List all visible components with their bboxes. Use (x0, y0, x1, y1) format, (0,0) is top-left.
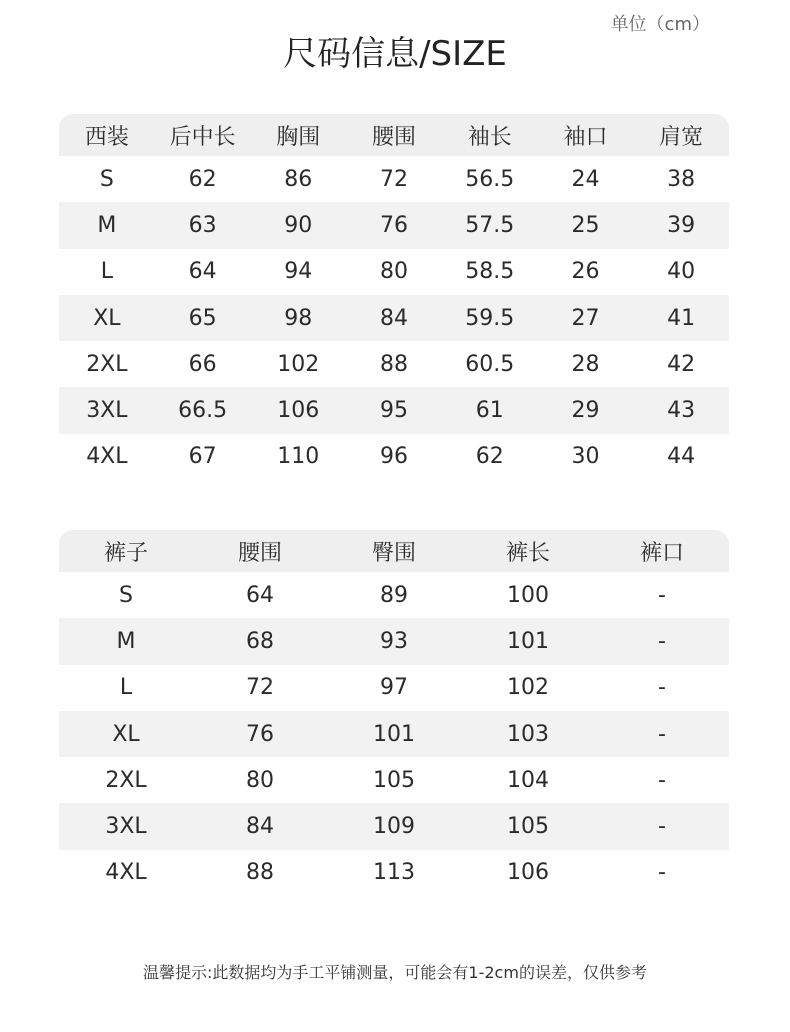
pants-table-cell: L (119, 675, 133, 701)
footer-note: 温馨提示:此数据均为手工平铺测量，可能会有1-2cm的误差，仅供参考 (143, 963, 647, 982)
pants-table-cell: - (658, 582, 666, 608)
suit-table-cell: 88 (380, 351, 409, 377)
pants-table-cell: 101 (373, 721, 415, 747)
suit-table-cell: 2XL (86, 351, 128, 377)
page-title: 尺码信息/SIZE (283, 34, 507, 74)
pants-table-cell: 97 (380, 675, 408, 701)
pants-table-row (59, 757, 729, 803)
pants-table-cell: 109 (373, 814, 415, 840)
suit-table-cell: 64 (188, 259, 217, 285)
pants-table-cell: 113 (373, 860, 415, 886)
suit-table-cell: 95 (380, 398, 409, 424)
suit-table-cell: 57.5 (465, 212, 515, 238)
suit-table-cell: 39 (667, 212, 696, 238)
pants-table-cell: 2XL (105, 767, 147, 793)
pants-table-cell: 104 (507, 767, 549, 793)
pants-table-cell: 84 (246, 814, 274, 840)
pants-table-cell: 64 (246, 582, 274, 608)
suit-table-cell: 24 (571, 166, 600, 192)
pants-table-row (59, 803, 729, 849)
suit-table-row (59, 156, 729, 202)
pants-table-row (59, 572, 729, 618)
pants-table-cell: 103 (507, 721, 549, 747)
pants-table-cell: 88 (246, 860, 274, 886)
pants-table-row (59, 850, 729, 896)
suit-table-cell: 98 (284, 305, 313, 331)
suit-table-cell: 30 (571, 444, 600, 470)
pants-table-cell: 68 (246, 628, 274, 654)
suit-table-cell: 26 (571, 259, 600, 285)
suit-table-cell: 80 (380, 259, 409, 285)
pants-table-cell: - (658, 721, 666, 747)
suit-table-cell: 72 (380, 166, 409, 192)
suit-size-table (59, 114, 729, 480)
suit-table-cell: 42 (667, 351, 696, 377)
suit-table-cell: L (100, 259, 113, 285)
pants-table-cell: 3XL (105, 814, 147, 840)
suit-table-cell: 67 (188, 444, 217, 470)
pants-table-cell: 105 (373, 767, 415, 793)
suit-header-cell: 西装 (84, 124, 129, 150)
suit-table-cell: 102 (277, 351, 320, 377)
pants-table-cell: S (119, 582, 133, 608)
pants-table-cell: 100 (507, 582, 549, 608)
suit-table-cell: S (99, 166, 114, 192)
pants-table-cell: 4XL (105, 860, 147, 886)
suit-table-cell: 44 (667, 444, 696, 470)
pants-header-cell: 臀围 (371, 540, 416, 566)
suit-table-cell: 56.5 (465, 166, 515, 192)
suit-table-cell: 66.5 (178, 398, 228, 424)
suit-table-cell: 60.5 (465, 351, 515, 377)
suit-table-cell: 84 (380, 305, 409, 331)
pants-table-cell: 89 (380, 582, 408, 608)
pants-table-cell: 93 (380, 628, 408, 654)
suit-table-cell: 28 (571, 351, 600, 377)
suit-table-cell: 40 (667, 259, 696, 285)
suit-header-cell: 胸围 (276, 124, 321, 150)
suit-table-cell: 25 (571, 212, 600, 238)
suit-header-cell: 袖口 (563, 124, 608, 150)
suit-header-cell: 肩宽 (659, 124, 704, 150)
suit-table-cell: 59.5 (465, 305, 515, 331)
pants-table-cell: 72 (246, 675, 274, 701)
pants-table-cell: 80 (246, 767, 274, 793)
suit-table-cell: 61 (475, 398, 504, 424)
pants-header-cell: 腰围 (237, 540, 282, 566)
suit-table-row (59, 341, 729, 387)
suit-table-cell: M (97, 212, 117, 238)
suit-table-cell: 63 (188, 212, 217, 238)
suit-table-cell: 58.5 (465, 259, 515, 285)
suit-table-cell: 65 (188, 305, 217, 331)
suit-table-cell: 76 (380, 212, 409, 238)
suit-table-cell: 96 (380, 444, 409, 470)
pants-table-row (59, 711, 729, 757)
pants-table-cell: - (658, 767, 666, 793)
suit-header-cell: 后中长 (169, 124, 236, 150)
suit-table-cell: 66 (188, 351, 217, 377)
suit-table-cell: 94 (284, 259, 313, 285)
pants-header-row (59, 530, 729, 572)
suit-table-cell: 38 (667, 166, 696, 192)
suit-table-cell: 90 (284, 212, 313, 238)
pants-table-cell: XL (112, 721, 140, 747)
suit-table-cell: 62 (475, 444, 504, 470)
unit-label: 单位（cm） (610, 14, 710, 35)
suit-table-row (59, 295, 729, 341)
suit-table-row (59, 434, 729, 480)
pants-table-cell: 105 (507, 814, 549, 840)
suit-table-row (59, 202, 729, 248)
suit-header-cell: 腰围 (372, 124, 417, 150)
suit-table-row (59, 387, 729, 433)
pants-header-cell: 裤长 (505, 540, 550, 566)
suit-table-cell: 41 (667, 305, 696, 331)
pants-size-table (59, 530, 729, 896)
suit-table-cell: 62 (188, 166, 217, 192)
suit-table-cell: 29 (571, 398, 600, 424)
pants-table-cell: 102 (507, 675, 549, 701)
pants-header-cell: 裤口 (639, 540, 684, 566)
suit-table-cell: 27 (571, 305, 600, 331)
suit-table-cell: 86 (284, 166, 313, 192)
pants-table-row (59, 665, 729, 711)
pants-table-cell: - (658, 675, 666, 701)
pants-table-cell: - (658, 860, 666, 886)
suit-header-cell: 袖长 (467, 124, 512, 150)
suit-table-cell: 3XL (86, 398, 128, 424)
pants-header-cell: 裤子 (103, 540, 148, 566)
suit-table-cell: 43 (667, 398, 696, 424)
pants-table-cell: - (658, 814, 666, 840)
suit-header-row (59, 114, 729, 156)
suit-table-cell: 106 (277, 398, 320, 424)
pants-table-cell: 101 (507, 628, 549, 654)
pants-table-cell: M (116, 628, 136, 654)
pants-table-row (59, 618, 729, 664)
suit-table-cell: XL (93, 305, 121, 331)
pants-table-cell: 76 (246, 721, 274, 747)
suit-table-row (59, 249, 729, 295)
pants-table-cell: - (658, 628, 666, 654)
pants-table-cell: 106 (507, 860, 549, 886)
suit-table-cell: 4XL (86, 444, 128, 470)
suit-table-cell: 110 (277, 444, 320, 470)
